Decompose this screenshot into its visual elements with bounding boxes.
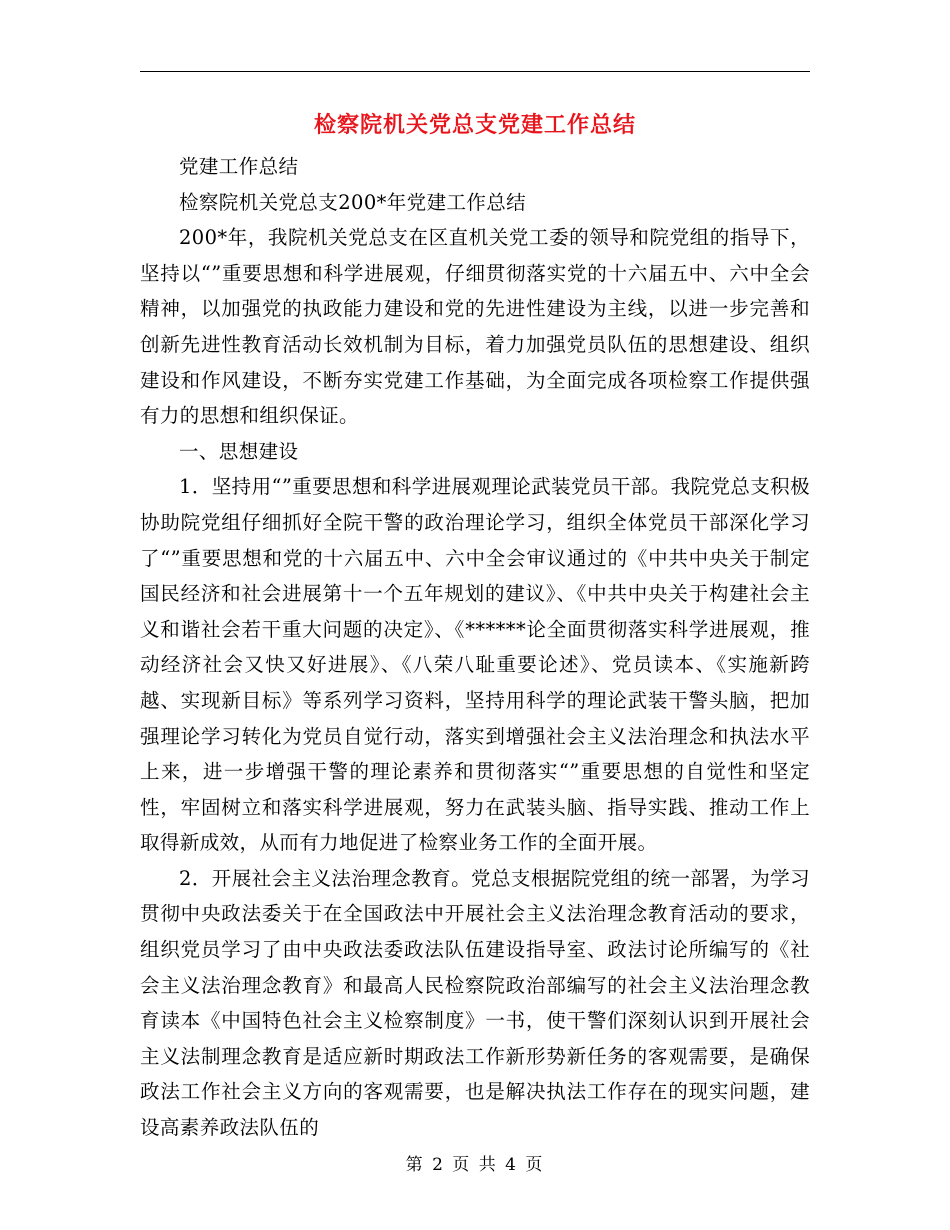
paragraph-item-1: 1．坚持用“”重要思想和科学进展观理论武装党员干部。我院党总支积极协助院党组仔细抓好全院干警的政治理论学习，组织全体党员干部深化学习了“”重要思想和党的十六届五中、六中全会审议通过的《中共中央关于制定国民经济和社会进展第十一个五年规划的建议》、《中共中央关于构建社会主义和谐社会若干重大问题的决定》、《******论全面贯彻落实科学进展观，推动经济社会又快又好进展》、《八荣八耻重要论述》、党员读本、《实施新跨越、实现新目标》等系列学习资料，坚持用科学的理论武装干警头脑，把加强理论学习转化为党员自觉行动，落实到增强社会主义法治理念和执法水平上来，进一步增强干警的理论素养和贯彻落实“”重要思想的自觉性和坚定性，牢固树立和落实科学进展观，努力在武装头脑、指导实践、推动工作上取得新成效，从而有力地促进了检察业务工作的全面开展。 bbox=[140, 475, 810, 855]
document-title: 检察院机关党总支党建工作总结 bbox=[313, 112, 636, 138]
header-rule bbox=[140, 71, 810, 72]
document-body bbox=[140, 149, 810, 1146]
section-heading-ideology: 一、思想建设 bbox=[179, 439, 299, 463]
paragraph-item-2: 2．开展社会主义法治理念教育。党总支根据院党组的统一部署，为学习贯彻中央政法委关于在全国政法中开展社会主义法治理念教育活动的要求，组织党员学习了由中央政法委政法队伍建设指导室、政法讨论所编写的《社会主义法治理念教育》和最高人民检察院政治部编写的社会主义法治理念教育读本《中国特色社会主义检察制度》一书，使干警们深刻认识到开展社会主义法制理念教育是适应新时期政法工作新形势新任务的客观需要，是确保政法工作社会主义方向的客观需要，也是解决执法工作存在的现实问题，建设高素养政法队伍的 bbox=[140, 866, 810, 1140]
paragraph-intro: 200*年，我院机关党总支在区直机关党工委的领导和院党组的指导下，坚持以“”重要思想和科学进展观，仔细贯彻落实党的十六届五中、六中全会精神，以加强党的执政能力建设和党的先进性建设为主线，以进一步完善和创新先进性教育活动长效机制为目标，着力加强党员队伍的思想建设、组织建设和作风建设，不断夯实党建工作基础，为全面完成各项检察工作提供强有力的思想和组织保证。 bbox=[140, 226, 810, 428]
paragraph-heading: 党建工作总结 bbox=[179, 155, 299, 178]
page-number: 第 2 页 共 4 页 bbox=[405, 1155, 545, 1175]
paragraph-subtitle: 检察院机关党总支200*年党建工作总结 bbox=[179, 190, 527, 214]
